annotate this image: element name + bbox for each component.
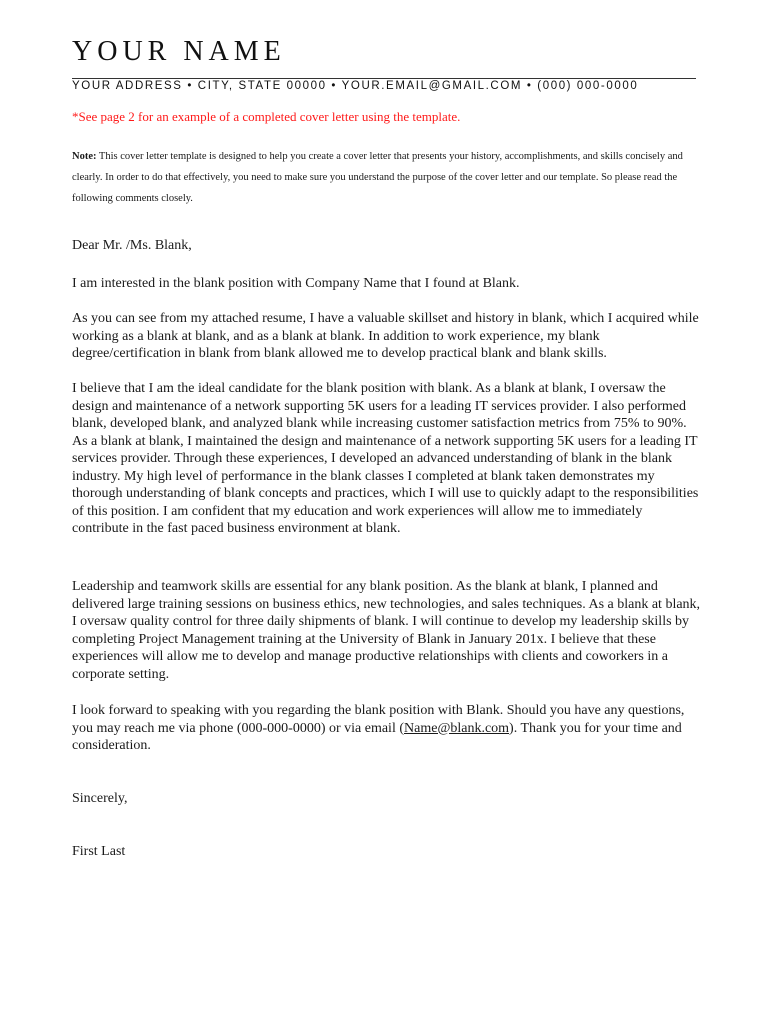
note-text: This cover letter template is designed to help you create a cover letter that presents your history, accomplishments, and skills concisely and clearly. In order to do that effectively, you need to make sure you understand the purpose of the cover letter and our template. So please read the following comments closely. bbox=[72, 151, 683, 204]
template-note bbox=[72, 146, 712, 209]
skills-paragraph: As you can see from my attached resume, I have a valuable skillset and history in blank, which I acquired while working as a blank at blank, and as a blank at blank. In addition to work experience, my blank degree/certification in blank from blank allowed me to develop practical blank and blank skills. bbox=[72, 311, 699, 361]
applicant-name: YOUR NAME bbox=[72, 36, 286, 67]
header-divider bbox=[72, 78, 696, 79]
contact-line: YOUR ADDRESS • CITY, STATE 00000 • YOUR.EMAIL@GMAIL.COM • (000) 000-0000 bbox=[72, 80, 639, 92]
intro-paragraph: I am interested in the blank position with Company Name that I found at Blank. bbox=[72, 276, 520, 291]
email-link[interactable]: Name@blank.com bbox=[404, 720, 510, 736]
salutation: Dear Mr. /Ms. Blank, bbox=[72, 238, 192, 253]
closing-paragraph bbox=[72, 702, 702, 755]
closing-text-end: ). Thank you for your time and consideration. bbox=[72, 720, 682, 753]
closing-text-start: I look forward to speaking with you regarding the blank position with Blank. Should you have any questions, you may reach me via phone (000-000-0000) or via email ( bbox=[72, 703, 685, 736]
note-label: Note: bbox=[72, 151, 97, 162]
leadership-paragraph: Leadership and teamwork skills are essential for any blank position. As the blank at blank, I planned and delivered large training sessions on business ethics, new technologies, and sales techniques. As a blank at blank, I oversaw quality control for three daily shipments of blank. I will continue to develop my leadership skills by completing Project Management training at the University of Blank in January 201x. I believe that these experiences will allow me to develop and manage productive relationships with clients and coworkers in a corporate setting. bbox=[72, 579, 701, 682]
template-notice: *See page 2 for an example of a completed cover letter using the template. bbox=[72, 109, 461, 124]
sign-off: Sincerely, bbox=[72, 791, 128, 806]
ideal-candidate-paragraph: I believe that I am the ideal candidate for the blank position with blank. As a blank at blank, I oversaw the design and maintenance of a network supporting 5K users for a leading IT services provider. I also performed blank, developed blank, and analyzed blank while increasing customer satisfaction metrics from 75% to 90%. As a blank at blank, I maintained the design and maintenance of a network supporting 5K users for a leading IT services provider. Through these experiences, I developed an advanced understanding of blank in the blank industry. My high level of performance in the blank classes I completed at blank taken demonstrates my thorough understanding of blank concepts and practices, which I will use to quickly adapt to the responsibilities of this position. I am confident that my education and work experiences will allow me to immediately contribute in the fast paced business environment at blank. bbox=[72, 381, 699, 536]
signature-name: First Last bbox=[72, 844, 126, 859]
